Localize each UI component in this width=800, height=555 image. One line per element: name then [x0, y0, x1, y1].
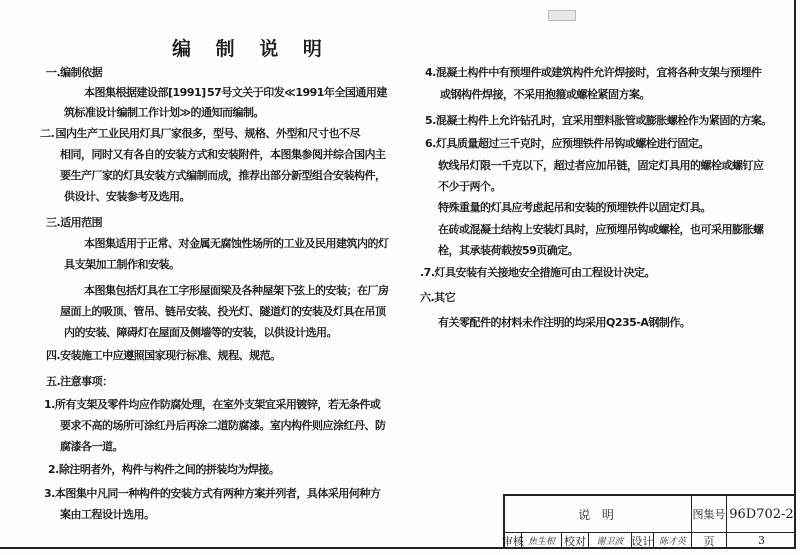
design-label: 设计	[631, 534, 654, 548]
check-label: 校对	[562, 533, 589, 549]
text-line: 6.灯具质量超过三千克时，应预埋铁件吊钩或螺栓进行固定。	[425, 137, 709, 150]
text-line: 5.混凝土构件上允许钻孔时，宜采用塑料胀管或膨胀螺栓作为紧固的方案。	[425, 114, 772, 127]
sheet-name: 说 明	[505, 496, 692, 533]
atlas-number: 96D702-2	[727, 496, 796, 533]
text-line: 内的安装、障碍灯在屋面及侧墙等的安装，以供设计选用。	[64, 326, 337, 339]
text-line: .7.灯具安装有关接地安全措施可由工程设计决定。	[420, 266, 656, 279]
text-line: 特殊重量的灯具应考虑起吊和安装的预埋铁件以固定灯具。	[438, 201, 711, 214]
review-label: 审核	[502, 534, 524, 548]
text-line: 不少于两个。	[438, 180, 501, 193]
text-line: 屋面上的吸顶、管吊、链吊安装、投光灯、隧道灯的安装及灯具在吊顶	[60, 305, 386, 318]
page-label: 页	[692, 533, 727, 549]
design-signature: 陈才英	[654, 533, 692, 549]
text-line: 有关零配件的材料未作注明的均采用Q235-A钢制作。	[438, 316, 691, 329]
text-line: 3.本图集中凡同一种构件的安装方式有两种方案并列者，具体采用何种方	[44, 487, 381, 500]
text-line: 或钢构件焊接，不采用抱箍或螺栓紧固方案。	[440, 88, 650, 101]
text-line: 案由工程设计选用。	[60, 508, 155, 521]
text-line: 本图集适用于正常、对金属无腐蚀性场所的工业及民用建筑内的灯	[84, 237, 389, 250]
text-line: 栓，其承装荷载按59页确定。	[438, 244, 579, 257]
text-line: 相同，同时又有各自的安装方式和安装附件，本图集参阅并综合国内主	[60, 148, 386, 161]
text-line: 本图集根据建设部[1991] 57号文关于印发≪1991年全国通用建	[84, 86, 387, 99]
stamp-mark	[548, 10, 576, 21]
text-line: 本图集包括灯具在工字形屋面梁及各种屋架下弦上的安装；在厂房	[84, 284, 389, 297]
text-line: 要生产厂家的灯具安装方式编制而成，推荐出部分新型组合安装构件，	[60, 169, 386, 182]
text-line: 筑标准设计编制工作计划≫的通知而编制。	[64, 106, 265, 119]
text-line: 具支架加工制作和安装。	[64, 258, 180, 271]
text-line: 一.编制依据	[46, 66, 103, 79]
text-line: 五.注意事项：	[46, 375, 113, 388]
text-line: 软线吊灯限一千克以下，超过者应加吊链，固定灯具用的螺栓或螺钉应	[438, 159, 764, 172]
text-line: 供设计、安装参考及选用。	[64, 190, 190, 203]
text-line: 腐漆各一道。	[60, 440, 123, 453]
text-line: 在砖或混凝土结构上安装灯具时，应预埋吊钩或螺栓，也可采用膨胀螺	[438, 223, 764, 236]
text-line: 四.安装施工中应遵照国家现行标准、规程、规范。	[46, 349, 281, 362]
text-line: 4.混凝土构件中有预埋件或建筑构件允许焊接时，宜将各种支架与预埋件	[425, 66, 762, 79]
text-line: 六.其它	[420, 291, 456, 304]
title-block	[503, 494, 794, 547]
text-line: 1.所有支架及零件均应作防腐处理，在室外支架宜采用镀锌，若无条件或	[44, 398, 381, 411]
text-line: 要求不高的场所可涂红丹后再涂二道防腐漆。室内构件则应涂红丹、防	[60, 419, 386, 432]
page-number: 3	[727, 533, 796, 549]
frame-right-border	[794, 0, 796, 549]
text-line: 2.除注明者外，构件与构件之间的拼装均为焊接。	[48, 463, 280, 476]
text-line: 三.适用范围	[46, 216, 103, 229]
check-signature: 谢卫波	[589, 533, 632, 549]
atlas-label: 图集号	[692, 496, 727, 533]
text-line: 二. 国内生产工业民用灯具厂家很多，型号、规格、外型和尺寸也不尽	[40, 127, 361, 140]
review-signature: 焦生根	[522, 533, 562, 549]
page-title: 编 制 说 明	[172, 38, 331, 60]
